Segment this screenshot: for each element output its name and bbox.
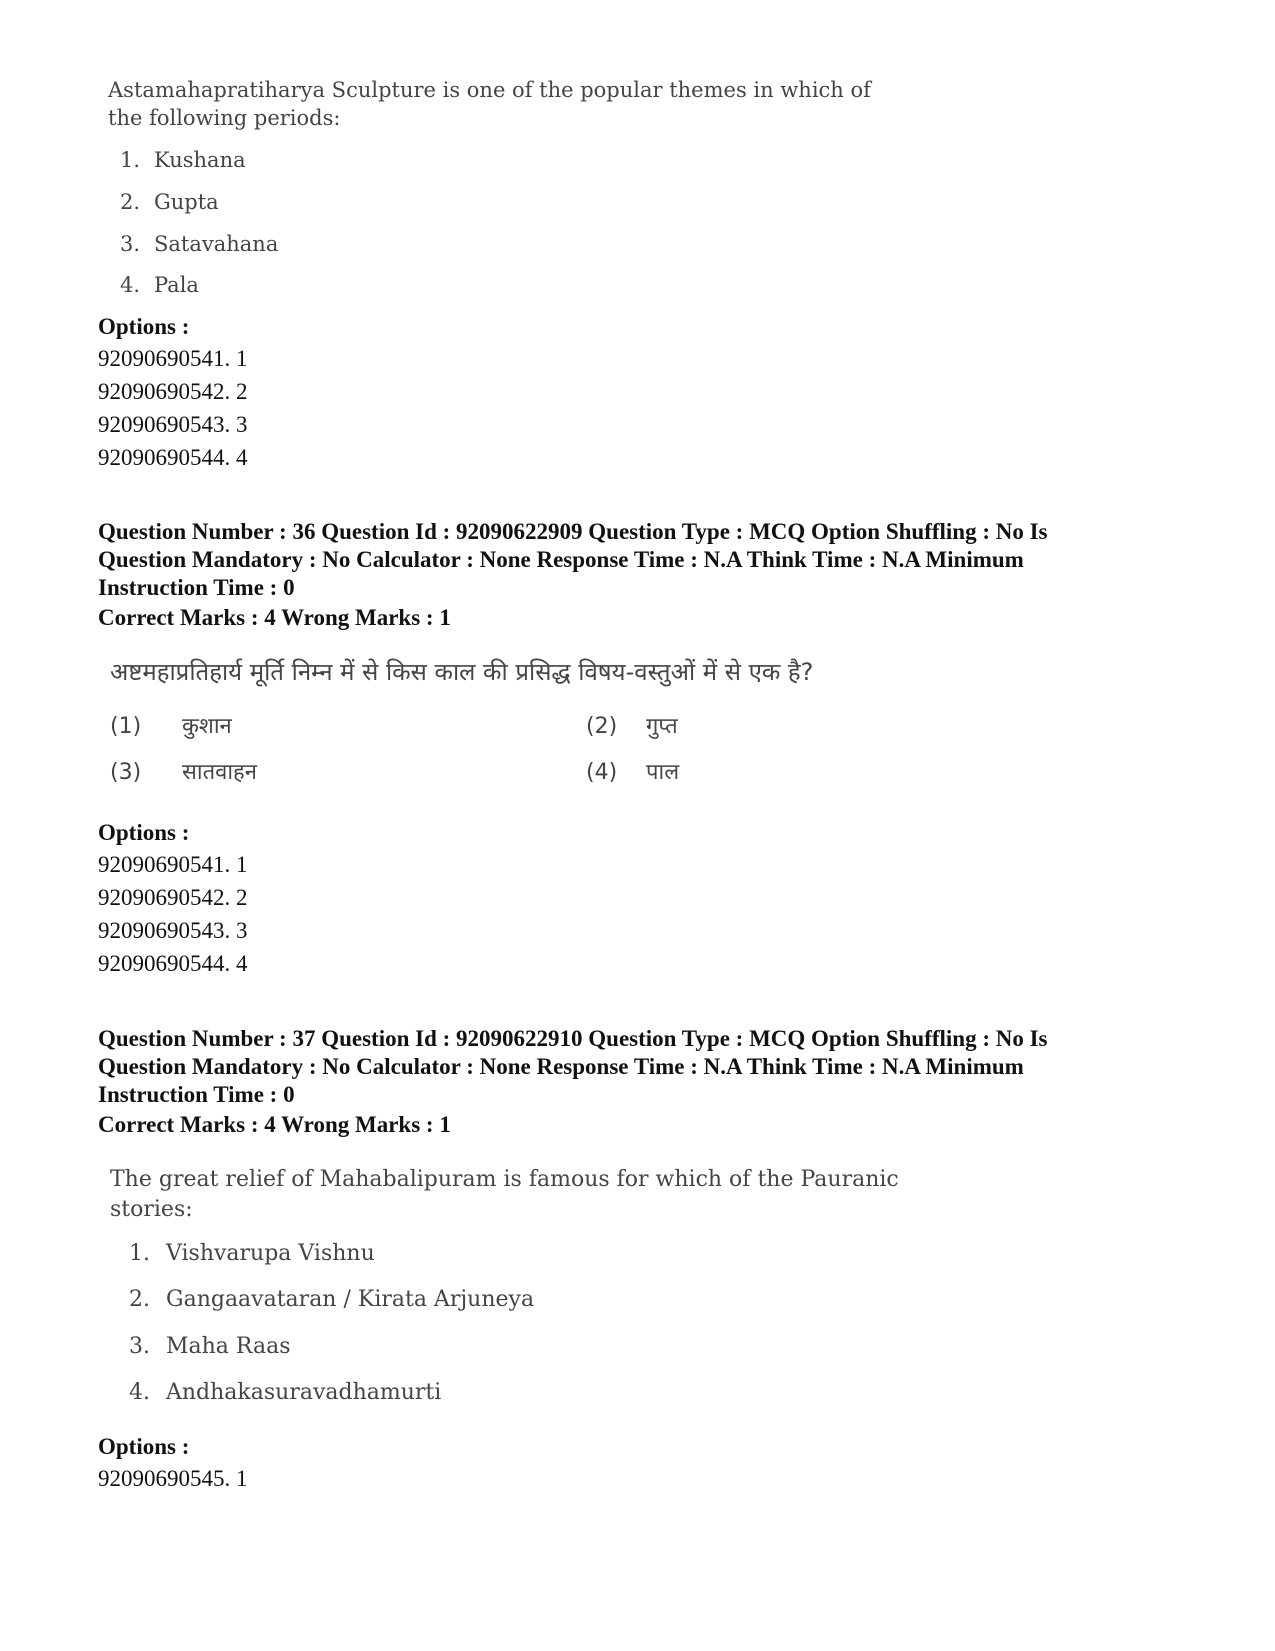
list-item: 2. Gupta: [119, 190, 219, 214]
list-item: 3. Maha Raas: [129, 1334, 291, 1359]
list-item: 2. Gangaavataran / Kirata Arjuneya: [129, 1287, 535, 1312]
question-stem-line: The great relief of Mahabalipuram is famous for which of the Pauranic: [110, 1167, 899, 1192]
option-line: 92090690541. 1: [98, 346, 248, 371]
list-item: 1. Vishvarupa Vishnu: [129, 1241, 375, 1266]
question-stem-line: stories:: [110, 1197, 193, 1222]
question-36-hindi: [110, 655, 813, 688]
question-37-metadata: Question Number : 37 Question Id : 92090622910 Question Type : MCQ Option Shuffling : No Is Question Mandatory : No Calculator : None Response Time : N.A Think Time : N.A Minimum Instruction Time : 0: [98, 1026, 1048, 1107]
list-item: 4. Andhakasuravadhamurti: [129, 1380, 442, 1405]
option-line: 92090690544. 4: [98, 445, 248, 470]
question-35-english: [108, 76, 871, 132]
options-title: Options :: [98, 1434, 190, 1459]
hindi-option: (1) कुशान: [110, 714, 232, 739]
option-line: 92090690542. 2: [98, 885, 248, 910]
marks-info: Correct Marks : 4 Wrong Marks : 1: [98, 1112, 451, 1137]
marks-info: Correct Marks : 4 Wrong Marks : 1: [98, 605, 451, 630]
option-line: 92090690541. 1: [98, 852, 248, 877]
hindi-option: (4) पाल: [586, 760, 680, 785]
option-line: 92090690545. 1: [98, 1466, 248, 1491]
list-item: 3. Satavahana: [119, 232, 279, 256]
question-36-metadata: Question Number : 36 Question Id : 92090622909 Question Type : MCQ Option Shuffling : No Is Question Mandatory : No Calculator : None Response Time : N.A Think Time : N.A Minimum Instruction Time : 0: [98, 519, 1048, 600]
question-stem-line: the following periods:: [108, 106, 341, 130]
hindi-option: (3) सातवाहन: [110, 760, 257, 785]
list-item: 1. Kushana: [119, 148, 246, 172]
hindi-option: (2) गुप्त: [586, 714, 678, 739]
options-title: Options :: [98, 820, 190, 845]
option-line: 92090690543. 3: [98, 918, 248, 943]
list-item: 4. Pala: [119, 273, 199, 297]
question-stem-hindi: अष्टमहाप्रतिहार्य मूर्ति निम्न में से किस काल की प्रसिद्ध विषय-वस्तुओं में से एक है?: [110, 658, 814, 686]
option-line: 92090690544. 4: [98, 951, 248, 976]
option-line: 92090690543. 3: [98, 412, 248, 437]
question-37-english: [110, 1165, 899, 1225]
question-stem-line: Astamahapratiharya Sculpture is one of the popular themes in which of: [108, 78, 871, 102]
options-title: Options :: [98, 314, 190, 339]
option-line: 92090690542. 2: [98, 379, 248, 404]
